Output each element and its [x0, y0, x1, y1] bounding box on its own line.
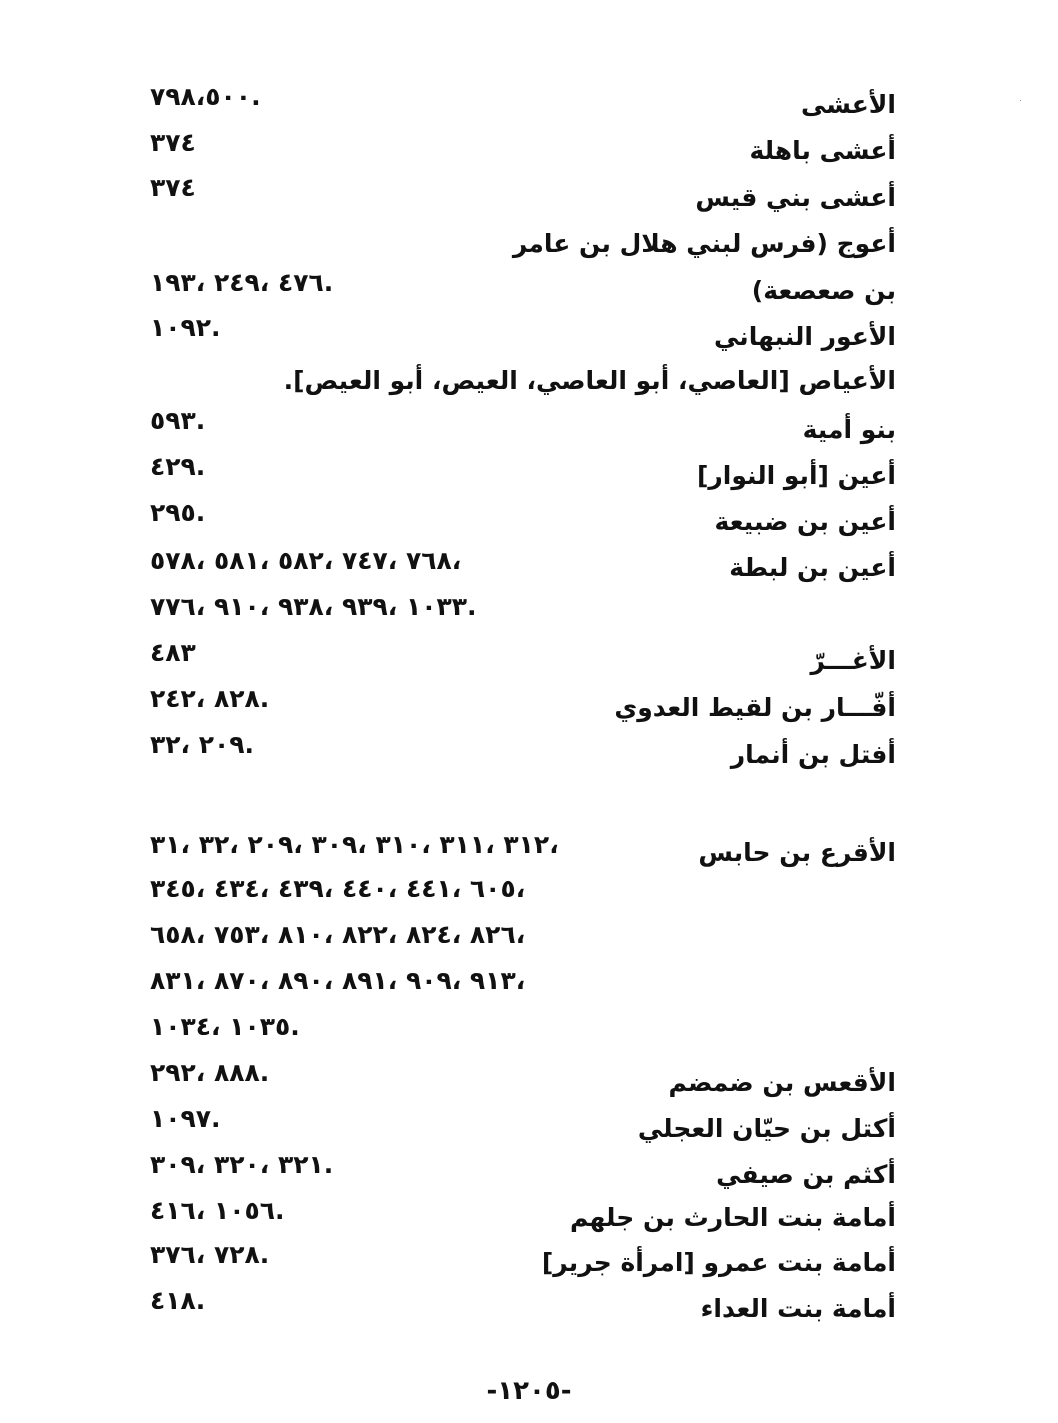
entry-name: الأعشى — [801, 90, 896, 119]
entry-name: أفّـــار بن لقيط العدوي — [614, 693, 896, 722]
entry-name: أعين [أبو النوار] — [696, 461, 896, 490]
entry-pages: .٨٨٨ ،٢٩٢ — [150, 1058, 270, 1087]
entry-name: الأغـــرّ — [810, 646, 896, 675]
entry-name: أمامة بنت الحارث بن جلهم — [569, 1203, 896, 1232]
entry-pages: .٣٢١ ،٣٢٠ ،٣٠٩ — [150, 1150, 334, 1179]
entry-name: أكتل بن حيّان العجلي — [637, 1114, 896, 1143]
entry-pages: ٣٧٤ — [150, 128, 196, 157]
entry-name: أكثم بن صيفي — [716, 1160, 896, 1189]
entry-name: الأقرع بن حابس — [698, 838, 896, 867]
entry-pages: .١٠٩٢ — [150, 313, 221, 342]
entry-pages: .٧٩٨،٥٠٠ — [150, 82, 261, 111]
entry-pages: .٤٢٩ — [150, 452, 206, 481]
entry-pages: .٨٢٨ ،٢٤٢ — [150, 684, 270, 713]
entry-name: أمامة بنت عمرو [امرأة جرير] — [541, 1248, 896, 1277]
entry-name: بن صعصعة) — [751, 276, 896, 305]
entry-pages: .١٠٩٧ — [150, 1104, 221, 1133]
entry-pages: ٣٧٤ — [150, 173, 196, 202]
entry-pages: .٢٩٥ — [150, 498, 206, 527]
entry-pages: .١٠٥٦ ،٤١٦ — [150, 1196, 285, 1225]
scan-mark — [1020, 100, 1021, 101]
entry-name: الأعور النبهاني — [714, 322, 896, 351]
entry-pages: .٥٩٣ — [150, 406, 206, 435]
entry-name: الأعياص [العاصي، أبو العاصي، العيص، أبو العيص]. — [283, 366, 896, 395]
entry-name: أعين بن لبطة — [729, 553, 896, 582]
entry-pages: ٤٨٣ — [150, 638, 196, 667]
entry-pages: ،٧٦٨ ،٧٤٧ ،٥٨٢ ،٥٨١ ،٥٧٨ — [150, 546, 462, 575]
entry-pages-continued: .١٠٣٥ ،١٠٣٤ — [150, 1012, 300, 1041]
entry-pages-continued: ،٨٢٦ ،٨٢٤ ،٨٢٢ ،٨١٠ ،٧٥٣ ،٦٥٨ — [150, 920, 526, 949]
entry-name: أعوج (فرس لبني هلال بن عامر — [512, 229, 896, 258]
entry-pages: .٤٧٦ ،٢٤٩ ،١٩٣ — [150, 268, 334, 297]
entry-name: أفتل بن أنمار — [730, 740, 896, 769]
entry-name: أعشى باهلة — [749, 136, 896, 165]
entry-name: الأقعس بن ضمضم — [668, 1068, 896, 1097]
entry-pages: .٤١٨ — [150, 1286, 206, 1315]
entry-pages: .٢٠٩ ،٣٢ — [150, 730, 255, 759]
entry-pages-continued: .١٠٣٣ ،٩٣٩ ،٩٣٨ ،٩١٠ ،٧٧٦ — [150, 592, 477, 621]
entry-pages-continued: ،٩١٣ ،٩٠٩ ،٨٩١ ،٨٩٠ ،٨٧٠ ،٨٣١ — [150, 966, 526, 995]
entry-name: أعين بن ضبيعة — [714, 507, 896, 536]
entry-pages: ،٣١٢ ،٣١١ ،٣١٠ ،٣٠٩ ،٢٠٩ ،٣٢ ،٣١ — [150, 830, 559, 859]
entry-name: أمامة بنت العداء — [700, 1294, 896, 1323]
entry-pages-continued: ،٦٠٥ ،٤٤١ ،٤٤٠ ،٤٣٩ ،٤٣٤ ،٣٤٥ — [150, 874, 526, 903]
entry-name: بنو أمية — [802, 415, 896, 444]
entry-name: أعشى بني قيس — [695, 183, 896, 212]
page-number: -١٢٠٥- — [486, 1376, 572, 1406]
entry-pages: .٧٢٨ ،٣٧٦ — [150, 1240, 270, 1269]
